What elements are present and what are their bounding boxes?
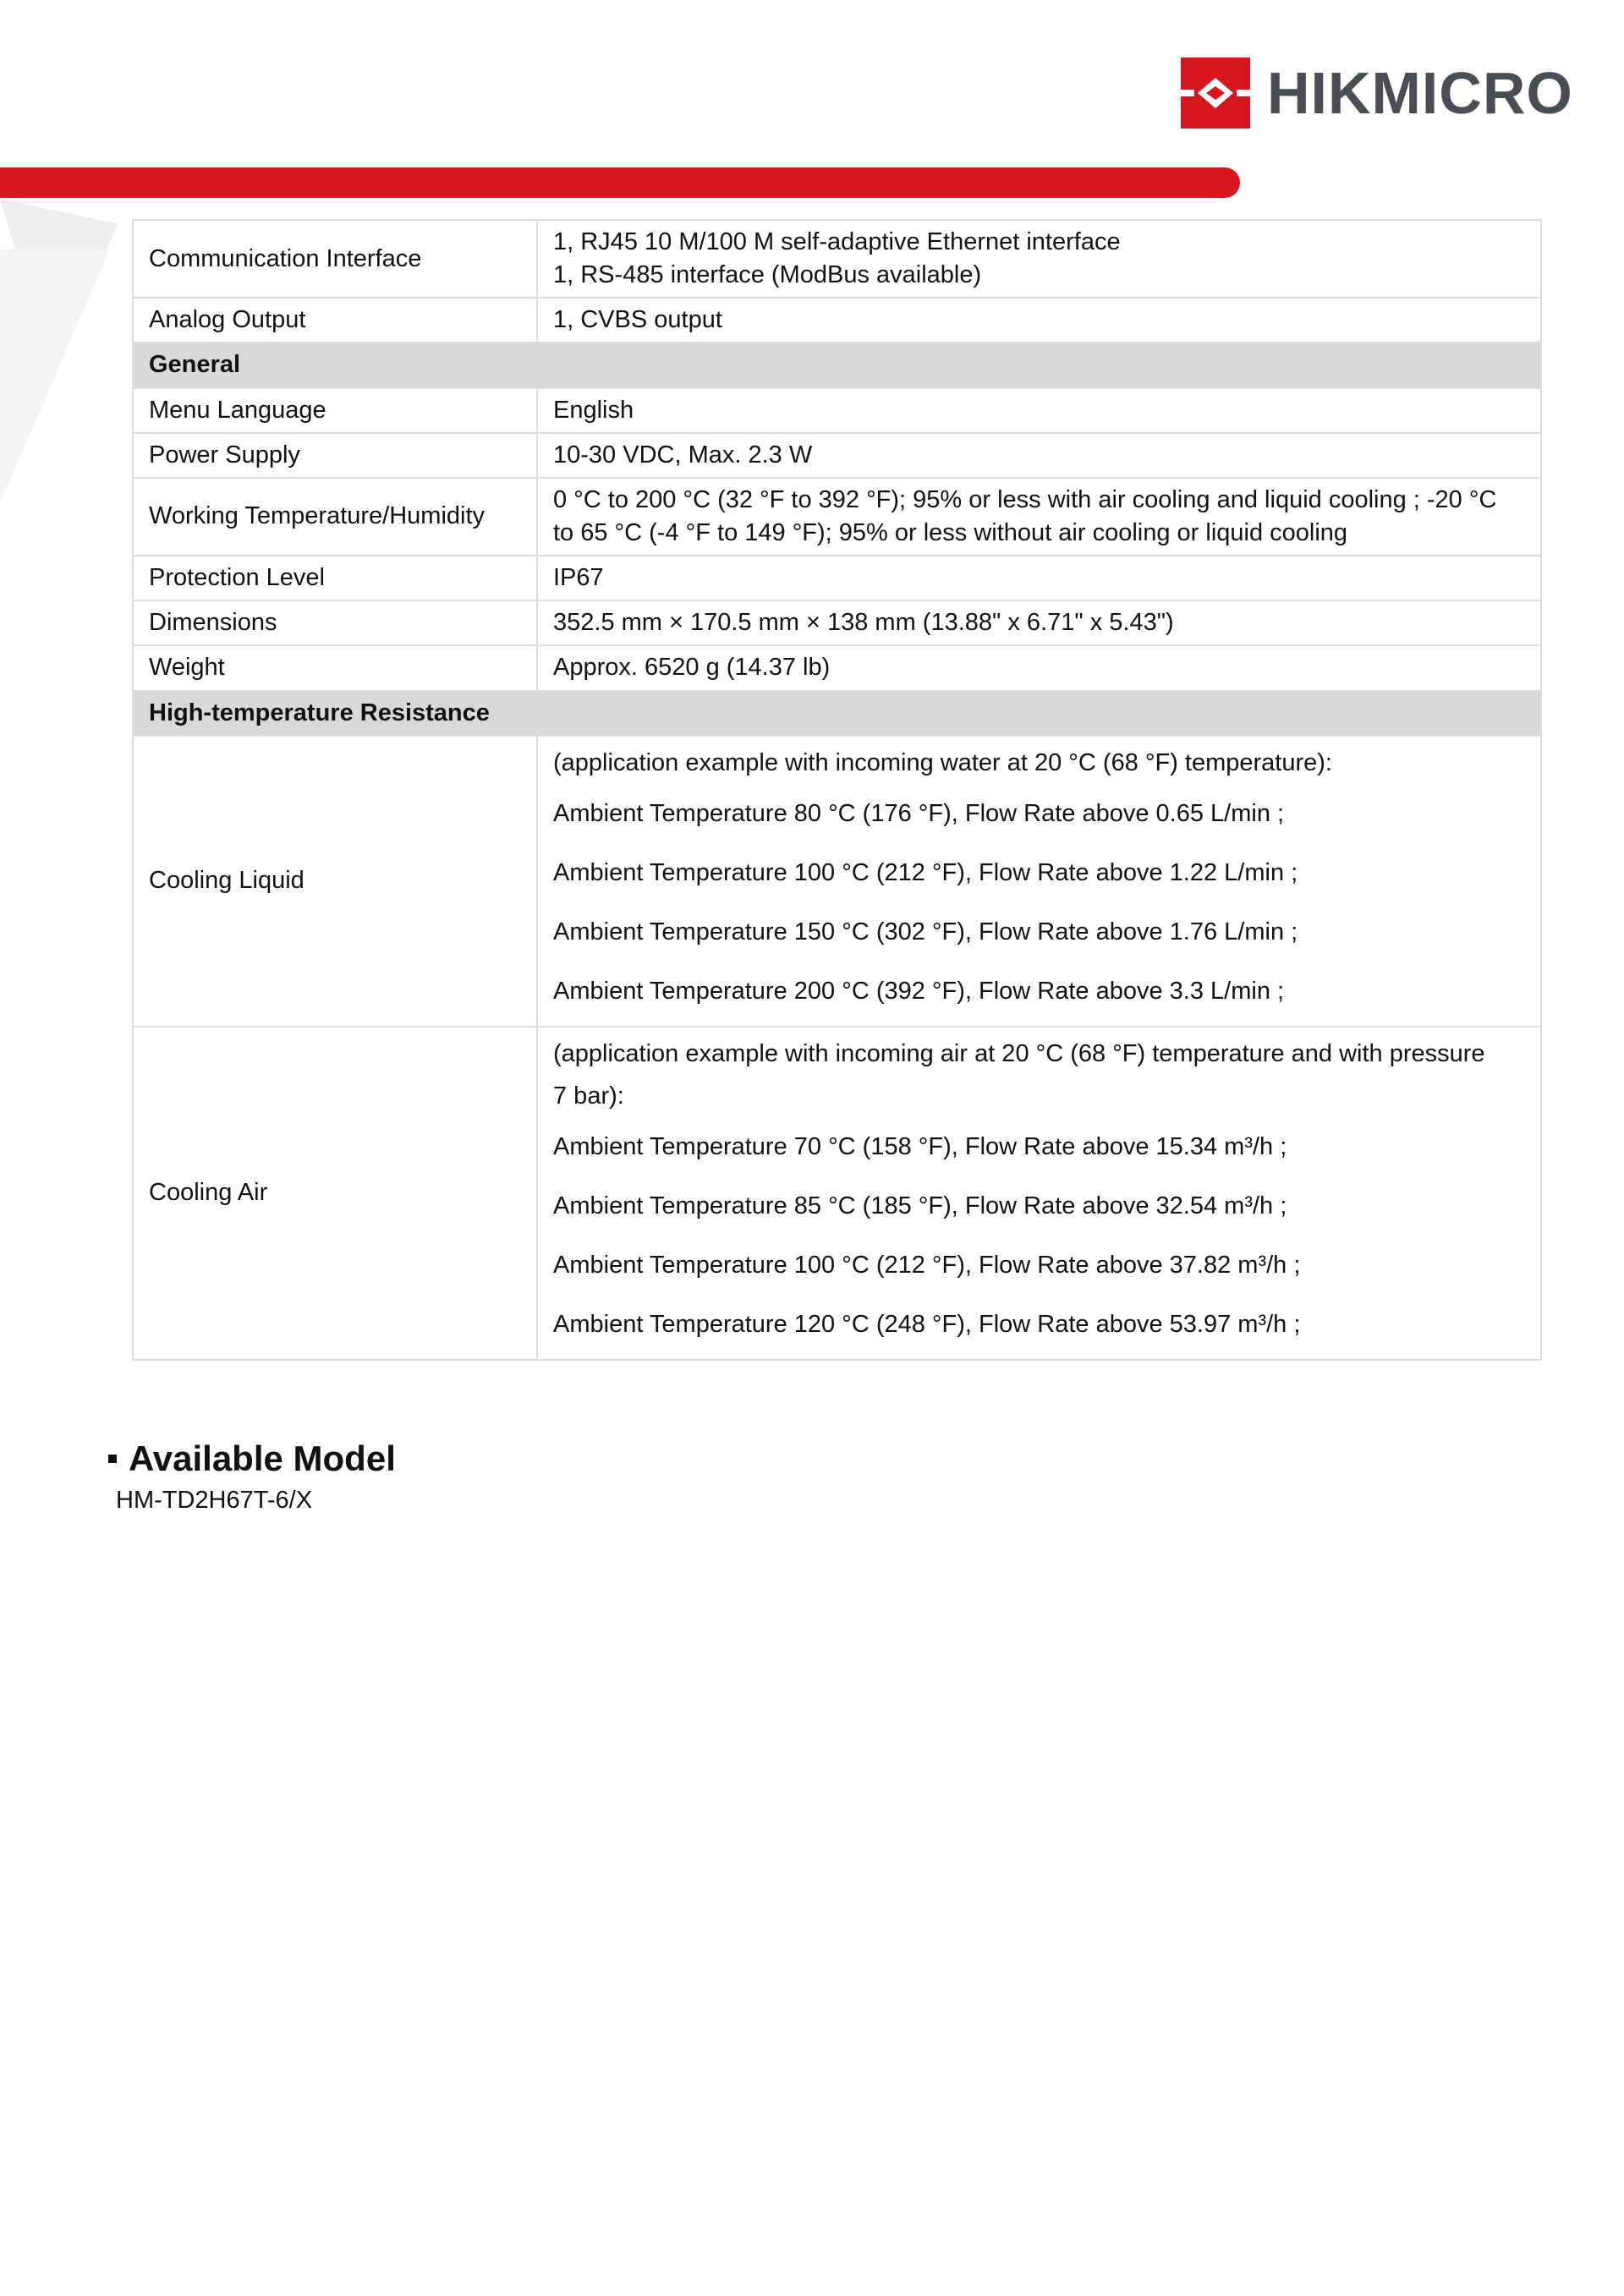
row-label: Analog Output	[133, 298, 537, 342]
table-row	[133, 388, 1541, 433]
value-line: to 65 °C (-4 °F to 149 °F); 95% or less without air cooling or liquid cooling	[553, 518, 1348, 546]
row-label: Dimensions	[133, 600, 537, 645]
table-row	[133, 556, 1541, 600]
value-line: 1, RS-485 interface (ModBus available)	[553, 261, 982, 289]
table-row	[133, 433, 1541, 478]
table-row	[133, 736, 1541, 1027]
value-line: Ambient Temperature 150 °C (302 °F), Flow Rate above 1.76 L/min ;	[553, 918, 1298, 945]
row-value	[537, 736, 1541, 1027]
table-row	[133, 298, 1541, 342]
value-line: Ambient Temperature 70 °C (158 °F), Flow Rate above 15.34 m³/h ;	[553, 1132, 1287, 1160]
table-row	[133, 220, 1541, 298]
header-accent-bar	[0, 167, 1240, 198]
row-label: Cooling Liquid	[133, 736, 537, 1027]
value-line: Ambient Temperature 80 °C (176 °F), Flow Rate above 0.65 L/min ;	[553, 799, 1285, 827]
spec-table	[132, 219, 1542, 1361]
section-title: General	[133, 342, 1541, 387]
row-label: Weight	[133, 645, 537, 690]
table-row	[133, 478, 1541, 556]
decorative-shapes	[0, 199, 127, 520]
value-line: Ambient Temperature 120 °C (248 °F), Flow Rate above 53.97 m³/h ;	[553, 1310, 1301, 1338]
row-value: IP67	[537, 556, 1541, 600]
brand-name: HIKMICRO	[1267, 60, 1573, 126]
row-value: 10-30 VDC, Max. 2.3 W	[537, 433, 1541, 478]
value-line: 0 °C to 200 °C (32 °F to 392 °F); 95% or less with air cooling and liquid cooling ; -20 °C	[553, 485, 1497, 513]
row-value	[537, 478, 1541, 556]
value-line: 1, RJ45 10 M/100 M self-adaptive Ethernet interface	[553, 228, 1121, 255]
row-label: Menu Language	[133, 388, 537, 433]
row-value: 1, CVBS output	[537, 298, 1541, 342]
available-model-title: Available Model	[129, 1438, 396, 1478]
row-value	[537, 1027, 1541, 1360]
value-line: Ambient Temperature 200 °C (392 °F), Flow Rate above 3.3 L/min ;	[553, 977, 1285, 1005]
row-value: 352.5 mm × 170.5 mm × 138 mm (13.88" x 6.71" x 5.43")	[537, 600, 1541, 645]
row-label: Protection Level	[133, 556, 537, 600]
row-value: English	[537, 388, 1541, 433]
value-line: Ambient Temperature 85 °C (185 °F), Flow Rate above 32.54 m³/h ;	[553, 1192, 1287, 1219]
table-row	[133, 600, 1541, 645]
value-header: (application example with incoming air at 20 °C (68 °F) temperature and with pressure	[553, 1039, 1485, 1067]
row-label: Communication Interface	[133, 220, 537, 298]
model-number: HM-TD2H67T-6/X	[116, 1487, 313, 1515]
bullet-icon	[108, 1455, 117, 1463]
section-header	[133, 342, 1541, 387]
section-title: High-temperature Resistance	[133, 691, 1541, 736]
table-row	[133, 1027, 1541, 1360]
value-line: Ambient Temperature 100 °C (212 °F), Flow Rate above 1.22 L/min ;	[553, 858, 1298, 886]
row-value: Approx. 6520 g (14.37 lb)	[537, 645, 1541, 690]
value-header: (application example with incoming water at 20 °C (68 °F) temperature):	[553, 748, 1332, 776]
value-header: 7 bar):	[553, 1082, 624, 1110]
value-line: Ambient Temperature 100 °C (212 °F), Flow Rate above 37.82 m³/h ;	[553, 1251, 1301, 1279]
section-header	[133, 691, 1541, 736]
row-value	[537, 220, 1541, 298]
brand-logo	[1181, 58, 1573, 129]
row-label: Power Supply	[133, 433, 537, 478]
row-label: Working Temperature/Humidity	[133, 478, 537, 556]
available-model-section	[108, 1438, 396, 1515]
row-label: Cooling Air	[133, 1027, 537, 1360]
section-heading	[108, 1438, 396, 1480]
hikmicro-logo-icon	[1181, 58, 1250, 129]
table-row	[133, 645, 1541, 690]
